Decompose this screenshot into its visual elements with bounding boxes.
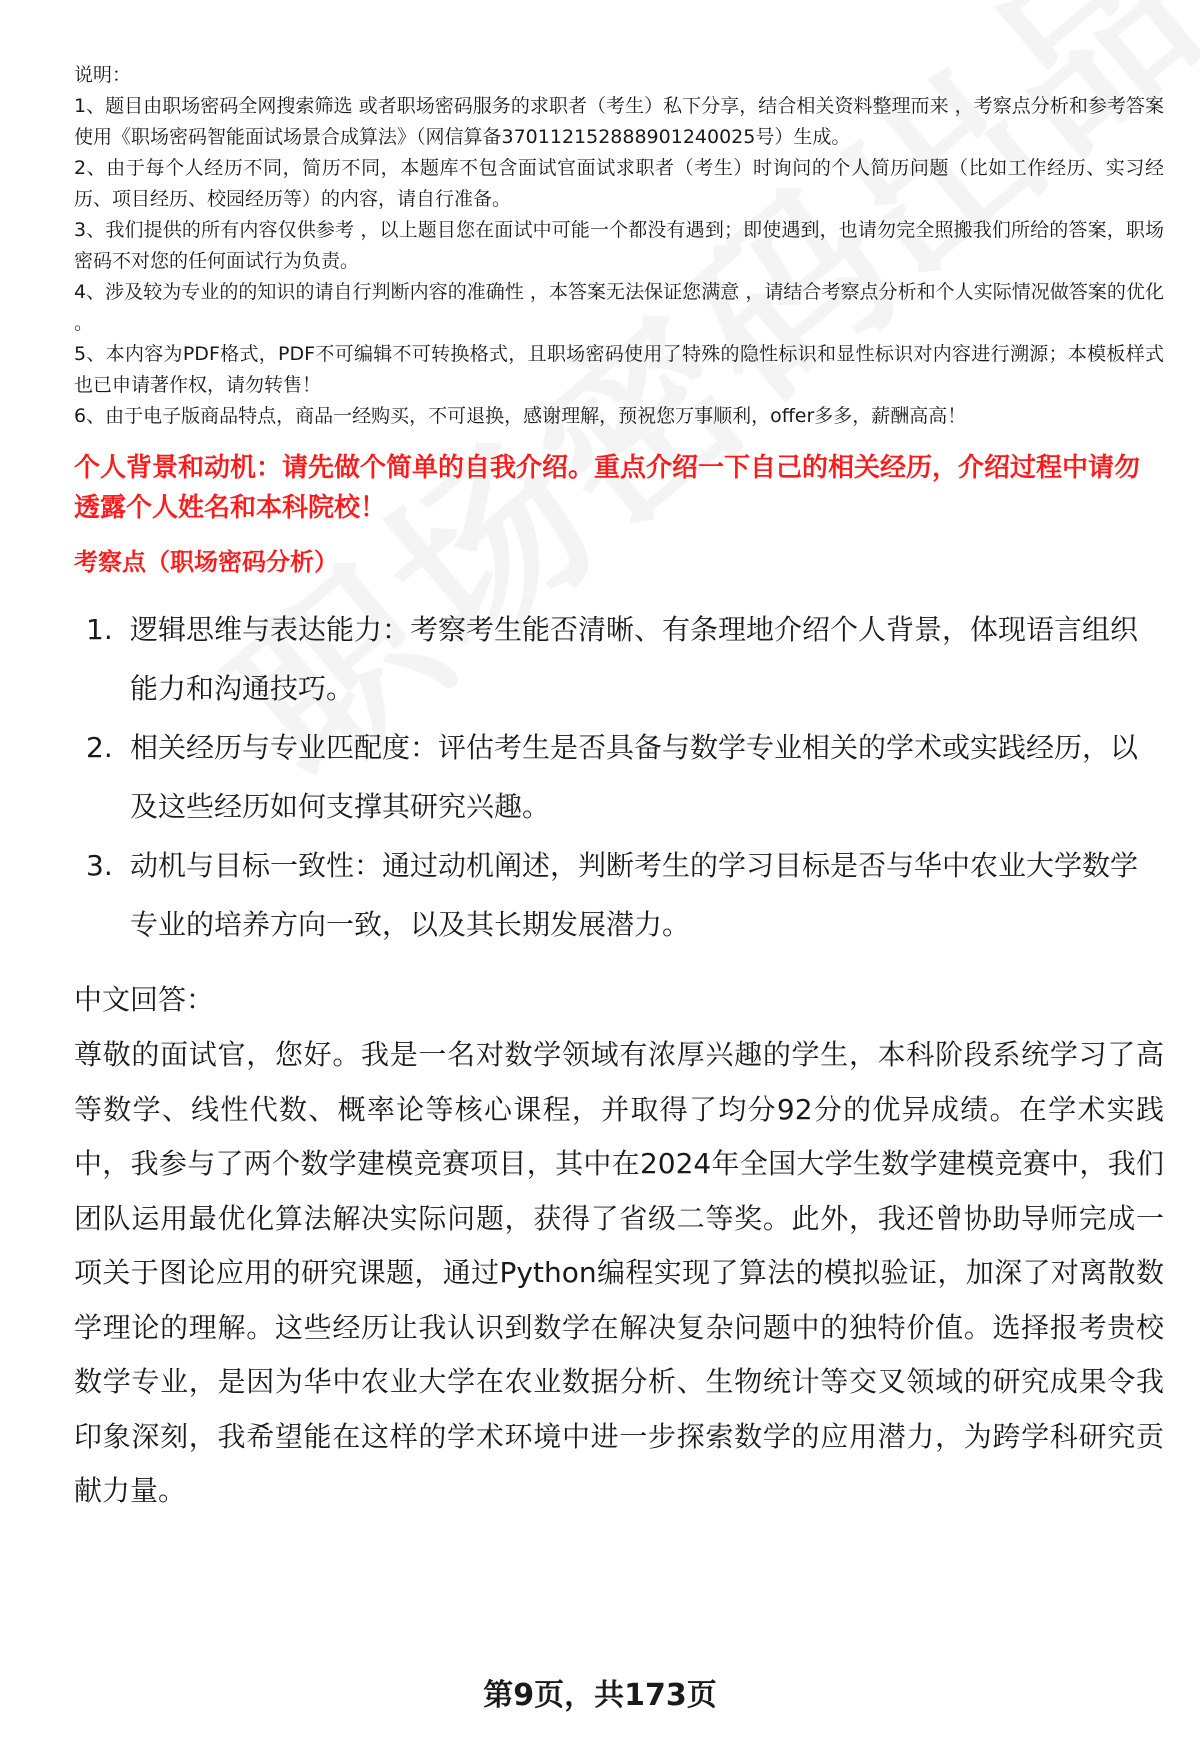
notice-item: 4、涉及较为专业的的知识的请自行判断内容的准确性 ，本答案无法保证您满意 ，请结合考察点分析和个人实际情况做答案的优化 。: [74, 281, 1164, 334]
page-number: 第9页，共173页: [483, 1678, 717, 1713]
point-text: 相关经历与专业匹配度：评估考生是否具备与数学专业相关的学术或实践经历，以及这些经历如何支撑其研究兴趣。: [130, 731, 1139, 823]
notice-item: 2、由于每个人经历不同，简历不同，本题库不包含面试官面试求职者（考生）时询问的个人简历问题（比如工作经历、实习经历、项目经历、校园经历等）的内容，请自行准备。: [74, 157, 1164, 210]
notice-item: 3、我们提供的所有内容仅供参考 ，以上题目您在面试中可能一个都没有遇到；即使遇到，也请勿完全照搬我们所给的答案，职场密码不对您的任何面试行为负责。: [74, 219, 1164, 272]
notice-item: 5、本内容为PDF格式，PDF不可编辑不可转换格式，且职场密码使用了特殊的隐性标识和显性标识对内容进行溯源；本模板样式也已申请著作权，请勿转售！: [74, 343, 1164, 396]
answer-text: 尊敬的面试官，您好。我是一名对数学领域有浓厚兴趣的学生，本科阶段系统学习了高等数学、线性代数、概率论等核心课程，并取得了均分92分的优异成绩。在学术实践中，我参与了两个数学建模竞赛项目，其中在2024年全国大学生数学建模竞赛中，我们团队运用最优化算法解决实际问题，获得了省级二等奖。此外，我还曾协助导师完成一项关于图论应用的研究课题，通过Python编程实现了算法的模拟验证，加深了对离散数学理论的理解。这些经历让我认识到数学在解决复杂问题中的独特价值。选择报考贵校数学专业，是因为华中农业大学在农业数据分析、生物统计等交叉领域的研究成果令我印象深刻，我希望能在这样的学术环境中进一步探索数学的应用潜力，为跨学科研究贡献力量。: [74, 1038, 1164, 1507]
notice-item: 1、题目由职场密码全网搜索筛选 或者职场密码服务的求职者（考生）私下分享，结合相关资料整理而来 ，考察点分析和参考答案使用《职场密码智能面试场景合成算法》（网信算备370112152888901240025号）生成。: [74, 95, 1164, 148]
point-text: 逻辑思维与表达能力：考察考生能否清晰、有条理地介绍个人背景，体现语言组织能力和沟通技巧。: [130, 613, 1139, 705]
point-number: 2.: [86, 731, 113, 764]
analysis-points: [74, 600, 1164, 954]
page-content: [74, 60, 1164, 1519]
point-text: 动机与目标一致性：通过动机阐述，判断考生的学习目标是否与华中农业大学数学专业的培养方向一致，以及其长期发展潜力。: [130, 849, 1139, 941]
analysis-point: [74, 836, 1164, 954]
analysis-point: [74, 600, 1164, 718]
notice-item: 6、由于电子版商品特点，商品一经购买，不可退换，感谢理解，预祝您万事顺利，offer多多，薪酬高高！: [74, 405, 967, 427]
notice-list: [74, 91, 1164, 432]
point-number: 3.: [86, 849, 113, 882]
notice-heading: 说明：: [74, 64, 132, 86]
point-number: 1.: [86, 613, 113, 646]
analysis-title: 考察点（职场密码分析）: [74, 548, 338, 576]
question-title: 个人背景和动机：请先做个简单的自我介绍。重点介绍一下自己的相关经历，介绍过程中请勿透露个人姓名和本科院校！: [74, 453, 1141, 523]
answer-label: 中文回答：: [74, 983, 215, 1016]
analysis-point: [74, 718, 1164, 836]
